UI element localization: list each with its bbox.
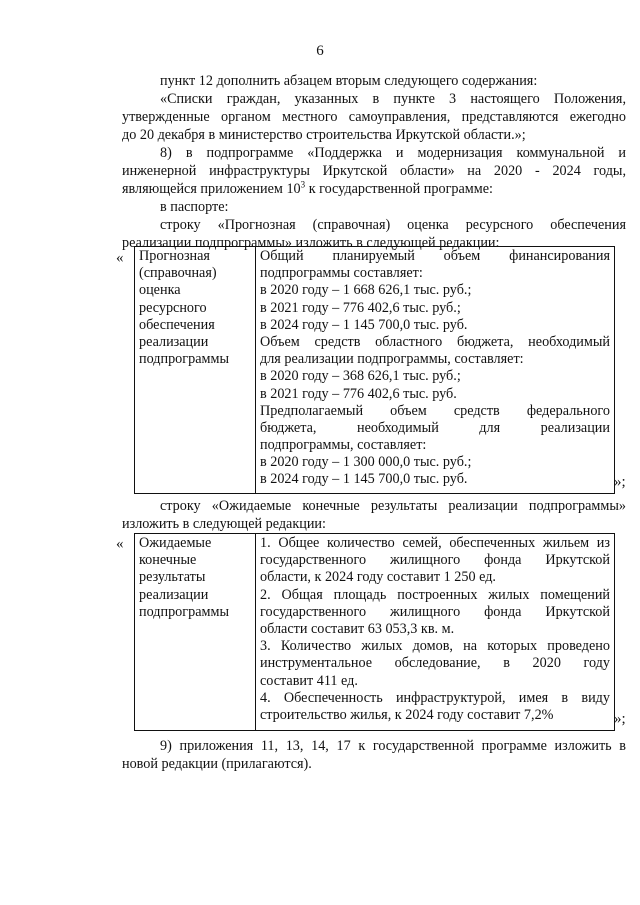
amend-line: утвержденные органом местного самоуправления, представляются ежегодно [122, 109, 626, 125]
value-line: для реализации подпрограммы, составляет: [260, 351, 524, 368]
label-line: обеспечения [139, 316, 215, 333]
value-line: в 2020 году – 1 668 626,1 тыс. руб.; [260, 282, 472, 299]
open-quote: « [116, 536, 124, 552]
value-line: области составит 63 053,3 кв. м. [260, 620, 455, 637]
amend-line: строку «Ожидаемые конечные результаты реализации подпрограммы» [160, 498, 626, 514]
amend-line: инженерной инфраструктуры Иркутской области» на 2020 - 2024 годы, [122, 163, 626, 179]
label-line: ресурсного [139, 299, 207, 316]
amend-line: «Списки граждан, указанных в пункте 3 настоящего Положения, [160, 91, 626, 107]
value-line: государственного жилищного фонда Иркутской [260, 603, 610, 620]
value-line: в 2024 году – 1 145 700,0 тыс. руб. [260, 316, 468, 333]
label-line: конечные [139, 552, 197, 569]
value-line: в 2024 году – 1 145 700,0 тыс. руб. [260, 471, 468, 488]
value-line: 2. Общая площадь построенных жилых помещений [260, 586, 610, 603]
value-line: в 2020 году – 368 626,1 тыс. руб.; [260, 368, 461, 385]
value-line: Предполагаемый объем средств федерального [260, 402, 610, 419]
amend-line: в паспорте: [160, 199, 229, 215]
value-line: в 2021 году – 776 402,6 тыс. руб. [260, 385, 457, 402]
amend-line: строку «Прогнозная (справочная) оценка ресурсного обеспечения [160, 217, 626, 233]
value-line: области, к 2024 году составит 1 250 ед. [260, 569, 496, 586]
results-table-value-cell [256, 534, 614, 730]
funding-table-label-cell [135, 247, 256, 493]
label-line: Ожидаемые [139, 535, 212, 551]
value-line: строительство жилья, к 2024 году составит 7,2% [260, 706, 554, 723]
open-quote: « [116, 250, 124, 266]
results-table [134, 533, 615, 731]
label-line: реализации [139, 333, 209, 350]
value-line: в 2020 году – 1 300 000,0 тыс. руб.; [260, 454, 472, 471]
value-line: бюджета, необходимый для реализации [260, 419, 610, 436]
close-quote: »; [614, 474, 626, 490]
value-line: 3. Количество жилых домов, на которых проведено [260, 638, 610, 655]
value-line: составит 411 ед. [260, 672, 358, 689]
label-line: оценка [139, 282, 181, 299]
value-line: государственного жилищного фонда Иркутской [260, 552, 610, 569]
funding-table [134, 246, 615, 494]
value-line: подпрограммы составляет: [260, 265, 423, 282]
amend-line: пункт 12 дополнить абзацем вторым следующего содержания: [160, 73, 538, 89]
amend-line: до 20 декабря в министерство строительства Иркутской области.»; [122, 127, 526, 143]
label-line: реализации [139, 586, 209, 603]
label-line: подпрограммы [139, 351, 229, 368]
page-number: 6 [316, 43, 324, 59]
amend-line: реализации подпрограммы» изложить в следующей редакции: [122, 235, 500, 251]
amend-line: изложить в следующей редакции: [122, 516, 326, 532]
funding-table-value-cell [256, 247, 614, 493]
amend-line: новой редакции (прилагаются). [122, 756, 312, 772]
value-line: подпрограммы, составляет: [260, 437, 427, 454]
superscript: 3 [300, 179, 306, 190]
value-line: в 2021 году – 776 402,6 тыс. руб.; [260, 299, 461, 316]
label-line: Прогнозная [139, 248, 210, 264]
label-line: результаты [139, 569, 206, 586]
amend-line: являющейся приложением $10^3$ к государственной программе: [122, 179, 493, 197]
label-line: (справочная) [139, 265, 217, 282]
amend-line: 8) в подпрограмме «Поддержка и модернизация коммунальной и [160, 145, 626, 161]
close-quote: »; [614, 711, 626, 727]
amend-line: 9) приложения 11, 13, 14, 17 к государственной программе изложить в [160, 738, 626, 754]
value-line: Объем средств областного бюджета, необходимый [260, 333, 610, 350]
value-line: 1. Общее количество семей, обеспеченных жильем из [260, 535, 610, 551]
value-line: Общий планируемый объем финансирования [260, 248, 610, 264]
value-line: инструментальное обследование, в 2020 году [260, 655, 610, 672]
label-line: подпрограммы [139, 603, 229, 620]
results-table-label-cell [135, 534, 256, 730]
value-line: 4. Обеспеченность инфраструктурой, имея в виду [260, 689, 610, 706]
